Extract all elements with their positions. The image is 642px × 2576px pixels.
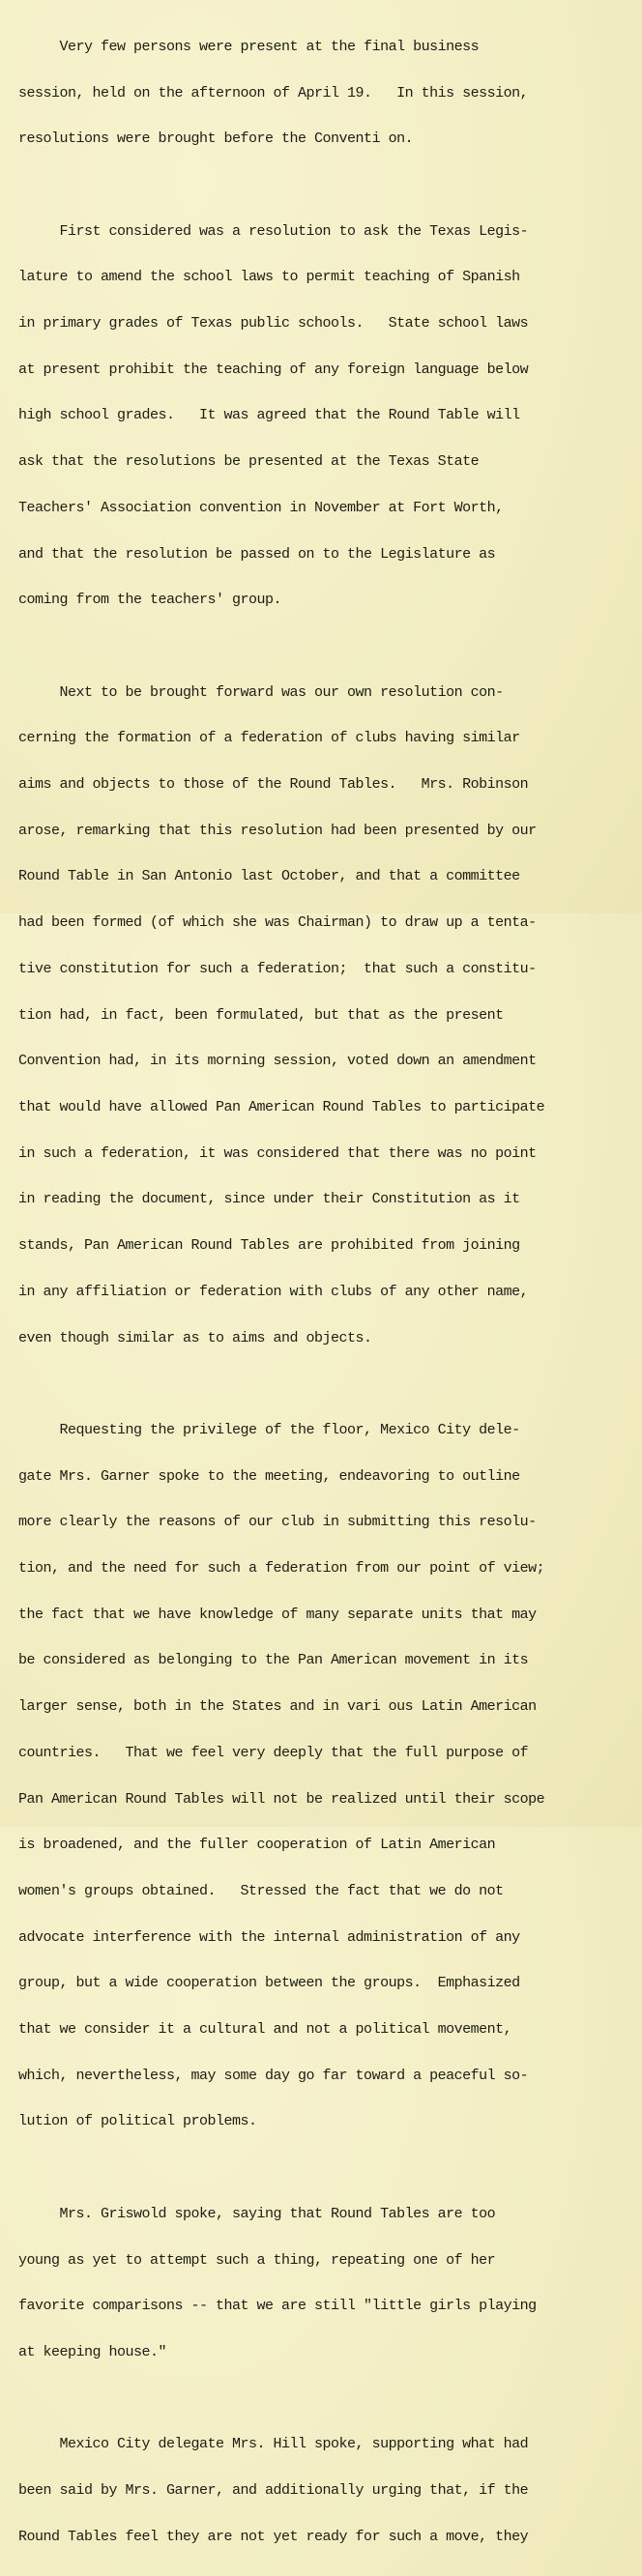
text-line: Convention had, in its morning session, voted down an amendment bbox=[18, 1053, 537, 1070]
text-line: session, held on the afternoon of April 19. In this session, bbox=[18, 84, 529, 101]
text-line: larger sense, both in the States and in vari ous Latin American bbox=[18, 1698, 537, 1716]
text-line: coming from the teachers' group. bbox=[18, 592, 282, 609]
paragraph-mrs-hill bbox=[18, 2407, 634, 2576]
text-line: favorite comparisons -- that we are still "little girls playing bbox=[18, 2298, 537, 2315]
text-line: countries. That we feel very deeply that the full purpose of bbox=[18, 1744, 529, 1761]
text-line: in such a federation, it was considered that there was no point bbox=[18, 1144, 537, 1162]
text-line: tion, and the need for such a federation from our point of view; bbox=[18, 1560, 545, 1577]
text-line: tive constitution for such a federation; that such a constitu- bbox=[18, 960, 537, 977]
text-line: been said by Mrs. Garner, and additionally urging that, if the bbox=[18, 2482, 529, 2500]
paragraph-mrs-griswold bbox=[18, 2176, 634, 2391]
text-line: Very few persons were present at the final business bbox=[18, 38, 480, 55]
text-line: stands, Pan American Round Tables are prohibited from joining bbox=[18, 1237, 520, 1255]
text-line: at present prohibit the teaching of any foreign language below bbox=[18, 361, 529, 378]
text-line: group, but a wide cooperation between the groups. Emphasized bbox=[18, 1975, 520, 1992]
text-line: in any affiliation or federation with clubs of any other name, bbox=[18, 1283, 529, 1300]
text-line: Teachers' Association convention in November at Fort Worth, bbox=[18, 499, 504, 516]
text-line: had been formed (of which she was Chairman) to draw up a tenta- bbox=[18, 914, 537, 932]
text-line: cerning the formation of a federation of clubs having similar bbox=[18, 730, 520, 747]
paragraph-federation-resolution bbox=[18, 654, 634, 1376]
text-line: Mexico City delegate Mrs. Hill spoke, supporting what had bbox=[18, 2436, 529, 2453]
text-line: even though similar as to aims and objects. bbox=[18, 1329, 372, 1346]
text-line: Next to be brought forward was our own resolution con- bbox=[18, 683, 504, 701]
text-line: and that the resolution be passed on to the Legislature as bbox=[18, 545, 496, 563]
text-line: ask that the resolutions be presented at the Texas State bbox=[18, 453, 480, 471]
text-line: Requesting the privilege of the floor, Mexico City dele- bbox=[18, 1421, 520, 1438]
text-line: which, nevertheless, may some day go far toward a peaceful so- bbox=[18, 2067, 529, 2084]
text-line: aims and objects to those of the Round Tables. Mrs. Robinson bbox=[18, 776, 529, 794]
text-line: be considered as belonging to the Pan American movement in its bbox=[18, 1652, 529, 1669]
text-line: gate Mrs. Garner spoke to the meeting, endeavoring to outline bbox=[18, 1467, 520, 1485]
text-line: in reading the document, since under their Constitution as it bbox=[18, 1191, 520, 1208]
paragraph-spanish-resolution bbox=[18, 193, 634, 639]
text-line: lution of political problems. bbox=[18, 2113, 257, 2130]
text-line: in primary grades of Texas public schools. State school laws bbox=[18, 315, 529, 333]
text-line: Round Table in San Antonio last October, and that a committee bbox=[18, 868, 520, 885]
text-line: Mrs. Griswold spoke, saying that Round Tables are too bbox=[18, 2205, 496, 2222]
paragraph-mrs-garner bbox=[18, 1392, 634, 2160]
text-line: that would have allowed Pan American Round Tables to participate bbox=[18, 1098, 545, 1115]
text-line: tion had, in fact, been formulated, but that as the present bbox=[18, 1006, 504, 1024]
text-line: women's groups obtained. Stressed the fact that we do not bbox=[18, 1882, 504, 1899]
text-line: young as yet to attempt such a thing, repeating one of her bbox=[18, 2251, 496, 2269]
text-line: that we consider it a cultural and not a political movement, bbox=[18, 2021, 512, 2039]
text-line: arose, remarking that this resolution had been presented by our bbox=[18, 822, 537, 839]
text-line: advocate interference with the internal administration of any bbox=[18, 1928, 520, 1946]
text-line: Pan American Round Tables will not be realized until their scope bbox=[18, 1790, 545, 1808]
text-line: high school grades. It was agreed that the Round Table will bbox=[18, 407, 520, 424]
text-line: Round Tables feel they are not yet ready for such a move, they bbox=[18, 2528, 529, 2545]
paragraph-final-session bbox=[18, 9, 634, 178]
text-line: the fact that we have knowledge of many separate units that may bbox=[18, 1606, 537, 1623]
text-line: resolutions were brought before the Conventi on. bbox=[18, 130, 414, 148]
text-line: First considered was a resolution to ask the Texas Legis- bbox=[18, 222, 529, 240]
text-line: more clearly the reasons of our club in submitting this resolu- bbox=[18, 1514, 537, 1531]
text-line: is broadened, and the fuller cooperation of Latin American bbox=[18, 1837, 496, 1854]
text-line: at keeping house." bbox=[18, 2343, 167, 2360]
text-line: lature to amend the school laws to permit teaching of Spanish bbox=[18, 269, 520, 286]
